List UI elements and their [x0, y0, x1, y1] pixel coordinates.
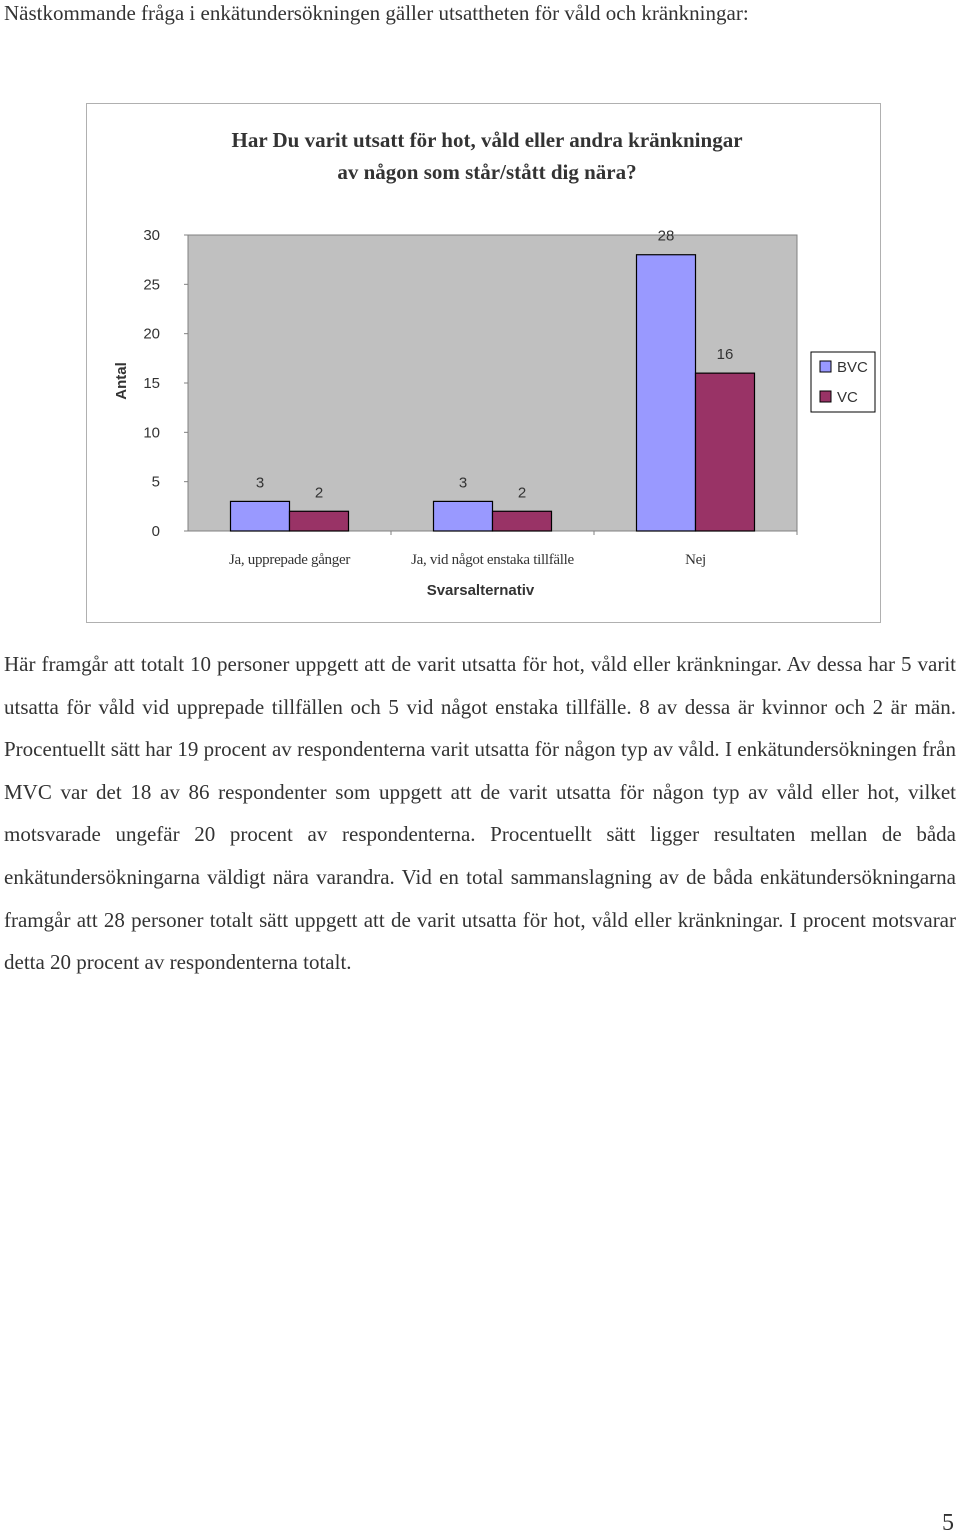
bar: [434, 501, 493, 531]
x-tick-label: Nej: [685, 552, 706, 568]
y-tick-label: 30: [143, 227, 160, 244]
legend-label: BVC: [837, 359, 868, 376]
data-label: 3: [255, 474, 265, 492]
bar: [696, 373, 755, 531]
bar: [290, 511, 349, 531]
data-label: 2: [314, 484, 324, 502]
intro-text: Nästkommande fråga i enkätundersökningen gäller utsattheten för våld och kränkningar:: [4, 1, 749, 25]
y-axis-label: Antal: [113, 362, 130, 400]
chart-title-line: Har Du varit utsatt för hot, våld eller andra kränkningar: [231, 128, 743, 152]
x-tick-label: Ja, upprepade gånger: [228, 552, 351, 568]
data-label: 16: [716, 346, 734, 364]
bar: [637, 255, 696, 531]
y-tick-label: 10: [143, 424, 160, 442]
data-label: 28: [657, 227, 675, 245]
data-label: 2: [517, 484, 527, 502]
y-tick-label: 0: [151, 523, 160, 540]
page-number: 5: [942, 1510, 954, 1536]
body-paragraph: Här framgår att totalt 10 personer uppgett att de varit utsatta för hot, våld eller kränkningar. Av dessa har 5 varit utsatta för våld vid upprepade tillfällen och 5 vid något enstaka tillfälle. 8 av dessa är kvinnor och 2 är män. Procentuellt sätt har 19 procent av respondenterna varit utsatta för någon typ av våld. I enkätundersökningen från MVC var det 18 av 86 respondenter som uppgett att de varit utsatta för någon typ av våld eller hot, vilket motsvarade ungefär 20 procent av respondenterna. Procentuellt sätt ligger resultaten mellan de båda enkätundersökningarna väldigt nära varandra. Vid en total sammanslagning av de båda enkätundersökningarna framgår att 28 personer totalt sätt uppgett att de varit utsatta för hot, våld eller kränkningar. I procent motsvarar detta 20 procent av respondenterna totalt.: [4, 652, 956, 975]
y-tick-label: 5: [151, 473, 160, 491]
x-tick-label: Ja, vid något enstaka tillfälle: [411, 552, 574, 568]
bar-chart: [86, 103, 881, 623]
legend-swatch: [820, 391, 831, 402]
legend-swatch: [820, 361, 831, 372]
legend-label: VC: [837, 389, 858, 406]
x-axis-label: Svarsalternativ: [426, 582, 535, 599]
y-tick-label: 25: [143, 276, 160, 294]
y-tick-label: 15: [143, 375, 160, 392]
data-label: 3: [458, 474, 468, 492]
chart-title-line: av någon som står/stått dig nära?: [337, 160, 637, 184]
y-tick-label: 20: [143, 325, 160, 343]
bar: [493, 511, 552, 531]
bar: [231, 501, 290, 531]
chart-canvas: [87, 104, 882, 624]
